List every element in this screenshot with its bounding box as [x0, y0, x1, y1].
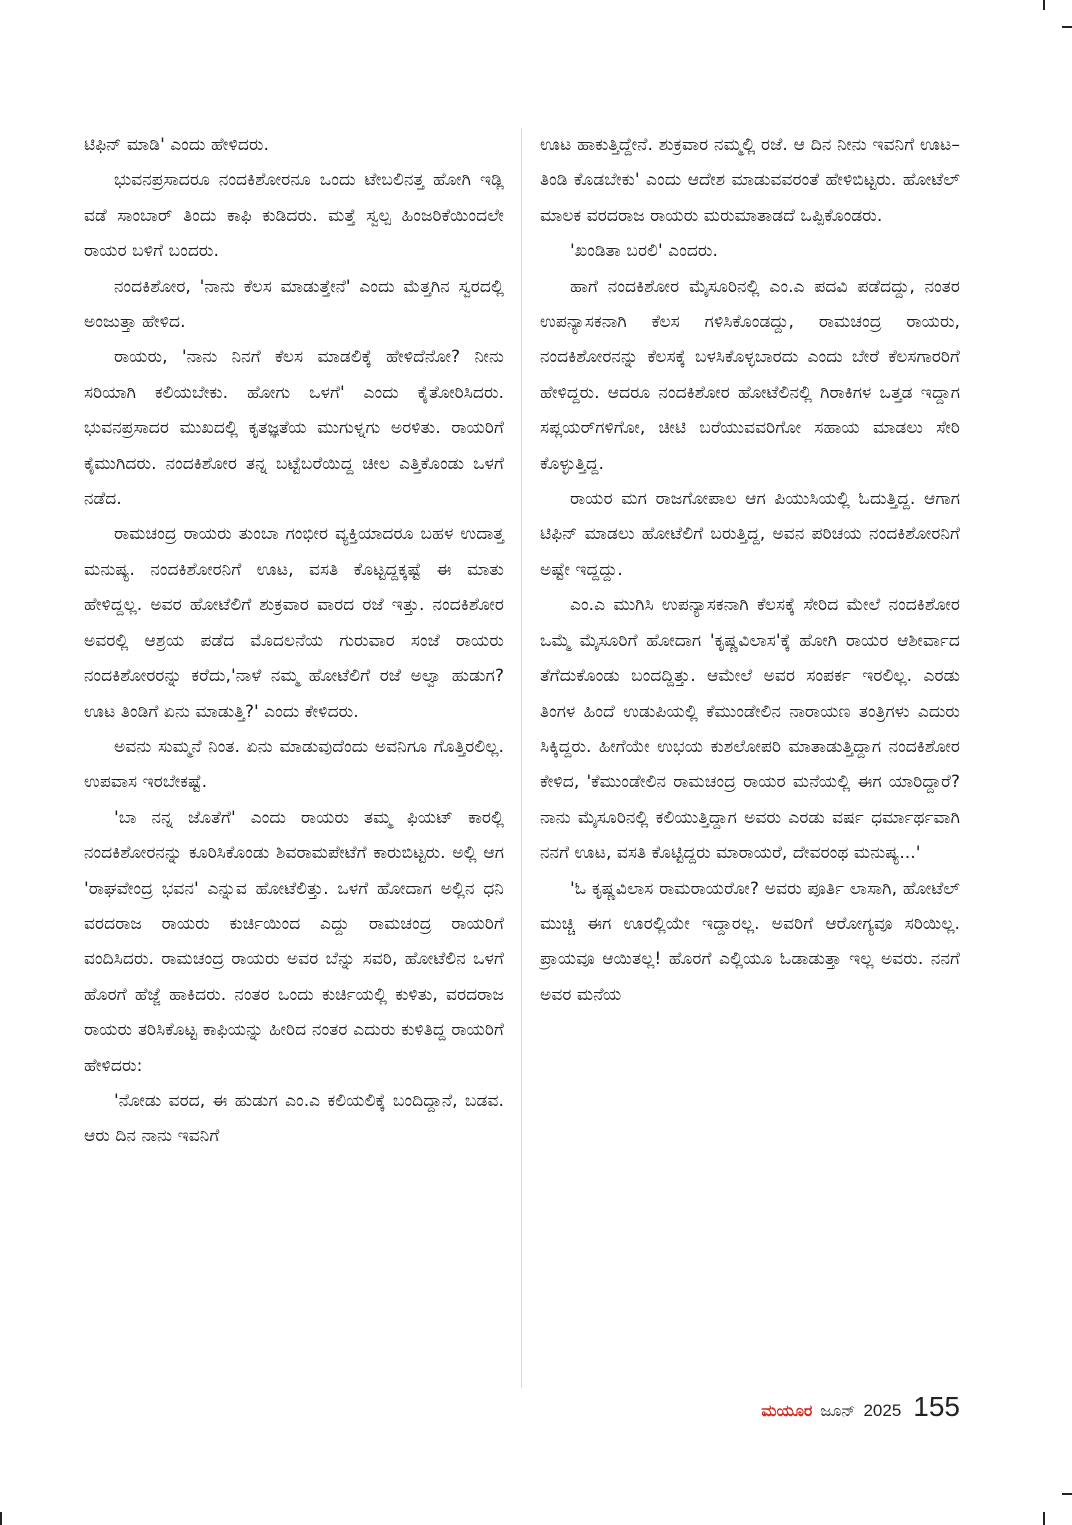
paragraph: ರಾಯರ ಮಗ ರಾಜಗೋಪಾಲ ಆಗ ಪಿಯುಸಿಯಲ್ಲಿ ಓದುತ್ತಿದ್ದ. ಆಗಾಗ ಟಿಫಿನ್ ಮಾಡಲು ಹೋಟೆಲಿಗೆ ಬರುತ್ತಿದ್ದ, ಅವನ ಪರಿಚಯ ನಂದಕಿಶೋರನಿಗೆ ಅಷ್ಟೇ ಇದ್ದದ್ದು.	[540, 489, 960, 580]
crop-mark-top-right-horizontal	[1062, 26, 1072, 28]
column-divider	[521, 128, 522, 1388]
paragraph: 'ಖಂಡಿತಾ ಬರಲಿ' ಎಂದರು.	[570, 241, 718, 262]
crop-mark-bottom-left-vertical	[0, 1512, 2, 1525]
paragraph: ಅವನು ಸುಮ್ಮನೆ ನಿಂತ. ಏನು ಮಾಡುವುದೆಂದು ಅವನಿಗೂ ಗೊತ್ತಿರಲಿಲ್ಲ. ಉಪವಾಸ ಇರಬೇಕಷ್ಟೆ.	[84, 736, 504, 793]
paragraph: ರಾಯರು, 'ನಾನು ನಿನಗೆ ಕೆಲಸ ಮಾಡಲಿಕ್ಕೆ ಹೇಳಿದೆನೋ? ನೀನು ಸರಿಯಾಗಿ ಕಲಿಯಬೇಕು. ಹೋಗು ಒಳಗೆ' ಎಂದು ಕೈತೋರಿಸಿದರು. ಭುವನಪ್ರಸಾದರ ಮುಖದಲ್ಲಿ ಕೃತಜ್ಞತೆಯ ಮುಗುಳ್ನಗು ಅರಳಿತು. ರಾಯರಿಗೆ ಕೈಮುಗಿದರು. ನಂದಕಿಶೋರ ತನ್ನ ಬಟ್ಟೆಬರೆಯಿದ್ದ ಚೀಲ ಎತ್ತಿಕೊಂಡು ಒಳಗೆ ನಡೆದ.	[84, 347, 504, 510]
paragraph: 'ಓ ಕೃಷ್ಣವಿಲಾಸ ರಾಮರಾಯರೋ? ಅವರು ಪೂರ್ತಿ ಲಾಸಾಗಿ, ಹೋಟೆಲ್ ಮುಚ್ಚಿ ಈಗ ಊರಲ್ಲಿಯೇ ಇದ್ದಾರಲ್ಲ. ಅವರಿಗೆ ಆರೋಗ್ಯವೂ ಸರಿಯಿಲ್ಲ. ಪ್ರಾಯವೂ ಆಯಿತಲ್ಲ! ಹೊರಗೆ ಎಲ್ಲಿಯೂ ಓಡಾಡುತ್ತಾ ಇಲ್ಲ ಅವರು. ನನಗೆ ಅವರ ಮನೆಯ	[540, 878, 960, 1005]
paragraph: ನಂದಕಿಶೋರ, 'ನಾನು ಕೆಲಸ ಮಾಡುತ್ತೇನೆ' ಎಂದು ಮೆತ್ತಗಿನ ಸ್ವರದಲ್ಲಿ ಅಂಜುತ್ತಾ ಹೇಳಿದ.	[84, 276, 504, 333]
paragraph: 'ಬಾ ನನ್ನ ಜೊತೆಗೆ' ಎಂದು ರಾಯರು ತಮ್ಮ ಫಿಯಟ್ ಕಾರಲ್ಲಿ ನಂದಕಿಶೋರನನ್ನು ಕೂರಿಸಿಕೊಂಡು ಶಿವರಾಮಪೇಟೆಗೆ ಕಾರುಬಿಟ್ಟರು. ಅಲ್ಲಿ ಆಗ 'ರಾಘವೇಂದ್ರ ಭವನ' ಎನ್ನುವ ಹೋಟೆಲಿತ್ತು. ಒಳಗೆ ಹೋದಾಗ ಅಲ್ಲಿನ ಧನಿ ವರದರಾಜ ರಾಯರು ಕುರ್ಚಿಯಿಂದ ಎದ್ದು ರಾಮಚಂದ್ರ ರಾಯರಿಗೆ ವಂದಿಸಿದರು. ರಾಮಚಂದ್ರ ರಾಯರು ಅವರ ಬೆನ್ನು ಸವರಿ, ಹೋಟೆಲಿನ ಒಳಗೆ ಹೊರಗೆ ಹೆಜ್ಜೆ ಹಾಕಿದರು. ನಂತರ ಒಂದು ಕುರ್ಚಿಯಲ್ಲಿ ಕುಳಿತು, ವರದರಾಜ ರಾಯರು ತರಿಸಿಕೊಟ್ಟ ಕಾಫಿಯನ್ನು ಹೀರಿದ ನಂತರ ಎದುರು ಕುಳಿತಿದ್ದ ರಾಯರಿಗೆ ಹೇಳಿದರು:	[84, 807, 504, 1076]
issue-month: ಜೂನ್	[820, 1401, 856, 1420]
paragraph: ಭುವನಪ್ರಸಾದರೂ ನಂದಕಿಶೋರನೂ ಒಂದು ಟೇಬಲಿನತ್ತ ಹೋಗಿ ಇಡ್ಲಿ ವಡೆ ಸಾಂಬಾರ್ ತಿಂದು ಕಾಫಿ ಕುಡಿದರು. ಮತ್ತೆ ಸ್ವಲ್ಪ ಹಿಂಜರಿಕೆಯಿಂದಲೇ ರಾಯರ ಬಳಿಗೆ ಬಂದರು.	[84, 170, 504, 262]
crop-mark-bottom-right-horizontal	[1062, 1493, 1072, 1495]
left-column	[84, 128, 504, 1155]
page-number: 155	[913, 1391, 960, 1422]
crop-mark-top-right-vertical	[1043, 0, 1045, 10]
magazine-brand: ಮಯೂರ	[761, 1401, 813, 1420]
paragraph: 'ನೋಡು ವರದ, ಈ ಹುಡುಗ ಎಂ.ಎ ಕಲಿಯಲಿಕ್ಕೆ ಬಂದಿದ್ದಾನೆ, ಬಡವ. ಆರು ದಿನ ನಾನು ಇವನಿಗೆ	[84, 1090, 504, 1147]
crop-mark-bottom-right-vertical	[1043, 1512, 1045, 1525]
paragraph: ಎಂ.ಎ ಮುಗಿಸಿ ಉಪನ್ಯಾಸಕನಾಗಿ ಕೆಲಸಕ್ಕೆ ಸೇರಿದ ಮೇಲೆ ನಂದಕಿಶೋರ ಒಮ್ಮೆ ಮೈಸೂರಿಗೆ ಹೋದಾಗ 'ಕೃಷ್ಣವಿಲಾಸ'ಕ್ಕೆ ಹೋಗಿ ರಾಯರ ಆಶೀರ್ವಾದ ತೆಗೆದುಕೊಂಡು ಬಂದದ್ದಿತ್ತು. ಆಮೇಲೆ ಅವರ ಸಂಪರ್ಕ ಇರಲಿಲ್ಲ. ಎರಡು ತಿಂಗಳ ಹಿಂದೆ ಉಡುಪಿಯಲ್ಲಿ ಕೆಮುಂಡೇಲಿನ ನಾರಾಯಣ ತಂತ್ರಿಗಳು ಎದುರು ಸಿಕ್ಕಿದ್ದರು. ಹೀಗೆಯೇ ಉಭಯ ಕುಶಲೋಪರಿ ಮಾತಾಡುತ್ತಿದ್ದಾಗ ನಂದಕಿಶೋರ ಕೇಳಿದ, 'ಕೆಮುಂಡೇಲಿನ ರಾಮಚಂದ್ರ ರಾಯರ ಮನೆಯಲ್ಲಿ ಈಗ ಯಾರಿದ್ದಾರೆ? ನಾನು ಮೈಸೂರಿನಲ್ಲಿ ಕಲಿಯುತ್ತಿದ್ದಾಗ ಅವರು ಎರಡು ವರ್ಷ ಧರ್ಮಾರ್ಥವಾಗಿ ನನಗೆ ಊಟ, ವಸತಿ ಕೊಟ್ಟಿದ್ದರು ಮಾರಾಯರೆ, ದೇವರಂಥ ಮನುಷ್ಯ...'	[540, 595, 960, 864]
paragraph: ಹಾಗೆ ನಂದಕಿಶೋರ ಮೈಸೂರಿನಲ್ಲಿ ಎಂ.ಎ ಪದವಿ ಪಡೆದದ್ದು, ನಂತರ ಉಪನ್ಯಾಸಕನಾಗಿ ಕೆಲಸ ಗಳಿಸಿಕೊಂಡದ್ದು, ರಾಮಚಂದ್ರ ರಾಯರು, ನಂದಕಿಶೋರನನ್ನು ಕೆಲಸಕ್ಕೆ ಬಳಸಿಕೊಳ್ಳಬಾರದು ಎಂದು ಬೇರೆ ಕೆಲಸಗಾರರಿಗೆ ಹೇಳಿದ್ದರು. ಆದರೂ ನಂದಕಿಶೋರ ಹೋಟೆಲಿನಲ್ಲಿ ಗಿರಾಕಿಗಳ ಒತ್ತಡ ಇದ್ದಾಗ ಸಪ್ಲಯರ್‌ಗಳಿಗೋ, ಚೀಟಿ ಬರೆಯುವವರಿಗೋ ಸಹಾಯ ಮಾಡಲು ಸೇರಿ ಕೊಳ್ಳುತ್ತಿದ್ದ.	[540, 276, 960, 474]
right-column	[540, 128, 960, 1013]
issue-year: 2025	[863, 1401, 902, 1420]
paragraph: ಟಿಫಿನ್ ಮಾಡಿ' ಎಂದು ಹೇಳಿದರು.	[84, 135, 269, 155]
page-footer	[761, 1391, 960, 1431]
paragraph: ಊಟ ಹಾಕುತ್ತಿದ್ದೇನೆ. ಶುಕ್ರವಾರ ನಮ್ಮಲ್ಲಿ ರಜೆ. ಆ ದಿನ ನೀನು ಇವನಿಗೆ ಊಟ– ತಿಂಡಿ ಕೊಡಬೇಕು' ಎಂದು ಆದೇಶ ಮಾಡುವವರಂತೆ ಹೇಳಿಬಿಟ್ಟರು. ಹೋಟೆಲ್ ಮಾಲಕ ವರದರಾಜ ರಾಯರು ಮರುಮಾತಾಡದೆ ಒಪ್ಪಿಕೊಂಡರು.	[540, 135, 960, 226]
paragraph: ರಾಮಚಂದ್ರ ರಾಯರು ತುಂಬಾ ಗಂಭೀರ ವ್ಯಕ್ತಿಯಾದರೂ ಬಹಳ ಉದಾತ್ತ ಮನುಷ್ಯ. ನಂದಕಿಶೋರನಿಗೆ ಊಟ, ವಸತಿ ಕೊಟ್ಟದ್ದಕ್ಕಷ್ಟೆ ಈ ಮಾತು ಹೇಳಿದ್ದಲ್ಲ. ಅವರ ಹೋಟೆಲಿಗೆ ಶುಕ್ರವಾರ ವಾರದ ರಜೆ ಇತ್ತು. ನಂದಕಿಶೋರ ಅವರಲ್ಲಿ ಆಶ್ರಯ ಪಡೆದ ಮೊದಲನೆಯ ಗುರುವಾರ ಸಂಜೆ ರಾಯರು ನಂದಕಿಶೋರರನ್ನು ಕರೆದು,'ನಾಳೆ ನಮ್ಮ ಹೋಟೆಲಿಗೆ ರಜೆ ಅಲ್ವಾ ಹುಡುಗ? ಊಟ ತಿಂಡಿಗೆ ಏನು ಮಾಡುತ್ತಿ?' ಎಂದು ಕೇಳಿದರು.	[84, 524, 504, 722]
